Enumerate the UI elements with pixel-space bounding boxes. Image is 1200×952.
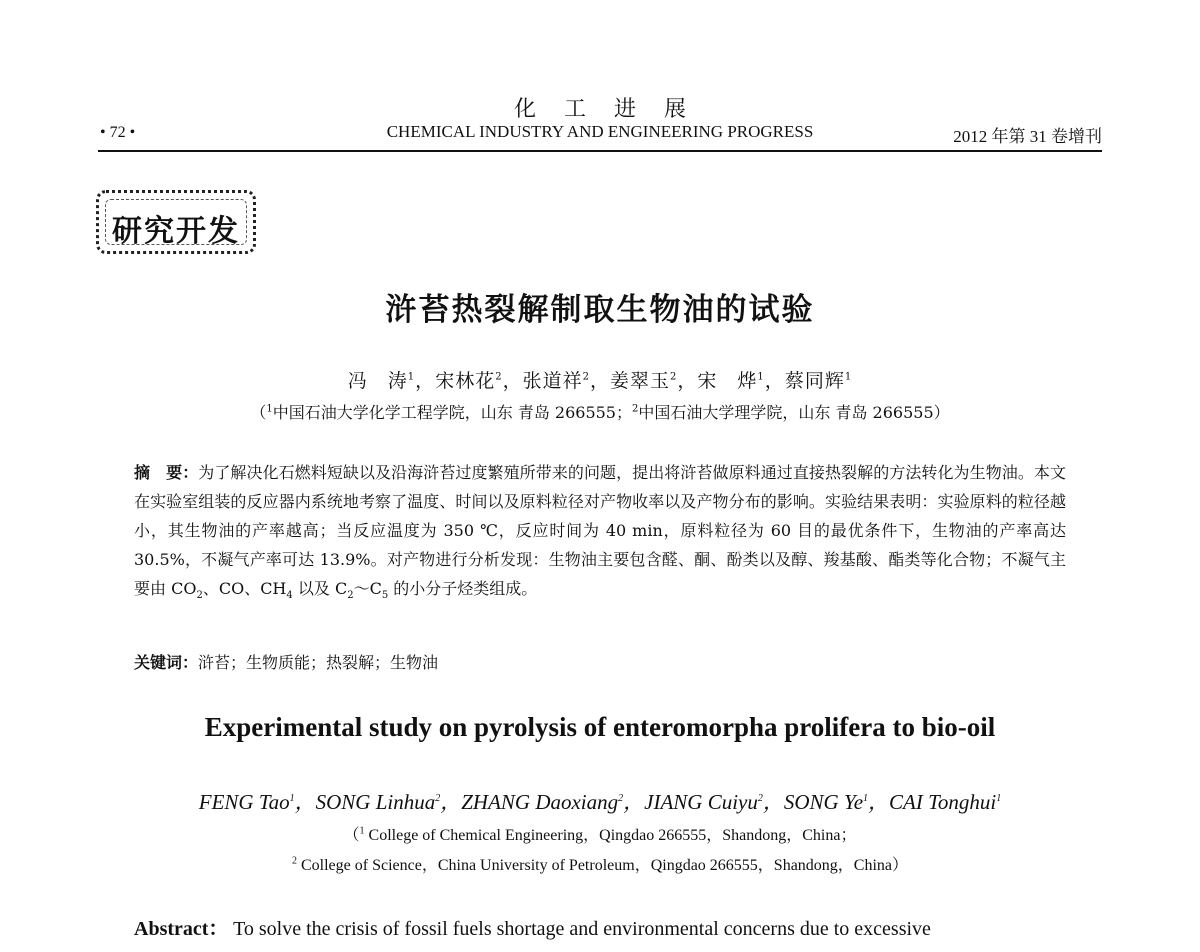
author-affil-mark: 2: [582, 371, 590, 383]
subscript: 2: [347, 590, 354, 602]
author-separator: ，: [762, 790, 784, 814]
paper-title-en: Experimental study on pyrolysis of enteromorpha prolifera to bio-oil: [204, 712, 996, 742]
author-name: FENG Tao: [198, 790, 290, 814]
subscript: 4: [286, 590, 293, 602]
header-rule: [98, 150, 1102, 152]
author-name: 宋林花: [435, 370, 496, 392]
abstract-text-en: To solve the crisis of fossil fuels shortage and environmental concerns due to excessive: [228, 918, 931, 940]
abstract-text: 为了解决化石燃料短缺以及沿海浒苔过度繁殖所带来的问题，提出将浒苔做原料通过直接热裂解的方法转化为生物油。本文在实验室组装的反应器内系统地考察了温度、时间以及原料粒径对产物收率以及产物分布的影响。实验结果表明：实验原料的粒径越小，其生物油的产率越高；当反应温度为 350 ℃，反应时间为 40 min，原料粒径为 60 目的最优条件下，生物油的产率高达 30.5%，不凝气产率可达 13.9%。对产物进行分析发现：生物油主要包含醛、酮、酚类以及醇、羧基酸、酯类等化合物；不凝气主要由 CO: [134, 463, 1066, 598]
section-label: 研究开发: [112, 214, 240, 249]
author-name: 姜翠玉: [610, 370, 671, 392]
affil-text: 中国石油大学化学工程学院，山东 青岛 266555；: [272, 403, 632, 422]
affil-mark: 1: [359, 825, 365, 837]
authors-en: [0, 786, 1200, 816]
abstract-en: [134, 912, 1074, 941]
author-separator: ，: [677, 370, 698, 392]
author-separator: ，: [764, 370, 785, 392]
author-affil-mark: 1: [844, 371, 853, 383]
author-name: 冯 涛: [347, 370, 408, 392]
author-separator: ，: [502, 370, 523, 392]
author-name: 宋 烨: [697, 370, 758, 392]
page-number: • 72 •: [100, 124, 136, 141]
keywords-cn: [134, 650, 1066, 673]
keywords-text-cn: 浒苔；生物质能；热裂解；生物油: [198, 653, 439, 672]
affil-paren: （: [343, 827, 360, 844]
abstract-text: 以及 C: [292, 579, 348, 598]
author-affil-mark: 2: [618, 793, 624, 804]
author-name: 张道祥: [522, 370, 583, 392]
affil-text: 中国石油大学理学院，山东 青岛 266555）: [638, 403, 950, 422]
author-affil-mark: 2: [495, 371, 503, 383]
author-name: JIANG Cuiyu: [644, 790, 758, 814]
abstract-label-cn: 摘 要：: [134, 463, 199, 482]
affil-mark: 2: [632, 403, 639, 415]
author-separator: ，: [868, 790, 890, 814]
author-separator: ，: [623, 790, 645, 814]
subscript: 2: [196, 590, 203, 602]
author-affil-mark: 2: [757, 793, 763, 804]
paper-title-cn: 浒苔热裂解制取生物油的试验: [385, 292, 815, 328]
author-affil-mark: 1: [996, 793, 1002, 804]
author-affil-mark: 2: [670, 371, 678, 383]
author-name: SONG Ye: [783, 790, 864, 814]
affil-text: College of Science，China University of Petroleum，Qingdao 266555，Shandong，China）: [296, 857, 909, 874]
author-name: SONG Linhua: [315, 790, 436, 814]
author-separator: ，: [589, 370, 610, 392]
subscript: 5: [381, 590, 389, 602]
affil-paren: （: [250, 403, 267, 422]
author-name: ZHANG Daoxiang: [461, 790, 619, 814]
author-affil-mark: 2: [435, 793, 441, 804]
authors-cn: [0, 366, 1200, 393]
author-affil-mark: 1: [289, 793, 295, 804]
author-separator: ，: [415, 370, 436, 392]
affil-mark: 1: [266, 403, 273, 415]
affiliation-en-1: [0, 822, 1200, 845]
issue-info: 2012 年第 31 卷增刊: [953, 127, 1102, 146]
affil-text: College of Chemical Engineering，Qingdao 266555，Shandong，China；: [364, 827, 857, 844]
affil-mark: 2: [291, 855, 297, 867]
author-name: 蔡同辉: [784, 370, 845, 392]
abstract-label-en: Abstract：: [134, 918, 229, 940]
abstract-text: 的小分子烃类组成。: [388, 579, 538, 598]
author-name: CAI Tonghui: [889, 790, 997, 814]
journal-title-cn: 化工进展: [513, 97, 714, 122]
author-affil-mark: 1: [407, 371, 416, 383]
abstract-text: ～C: [353, 579, 382, 598]
author-affil-mark: 1: [863, 793, 869, 804]
author-separator: ，: [440, 790, 462, 814]
affiliation-en-2: [0, 852, 1200, 875]
abstract-text: 、CO、CH: [202, 579, 287, 598]
author-separator: ，: [294, 790, 316, 814]
abstract-cn: [134, 458, 1066, 603]
author-affil-mark: 1: [757, 371, 765, 383]
journal-title-en: CHEMICAL INDUSTRY AND ENGINEERING PROGRESS: [386, 122, 814, 141]
keywords-label-cn: 关键词：: [134, 653, 199, 672]
affiliation-cn: [0, 400, 1200, 423]
